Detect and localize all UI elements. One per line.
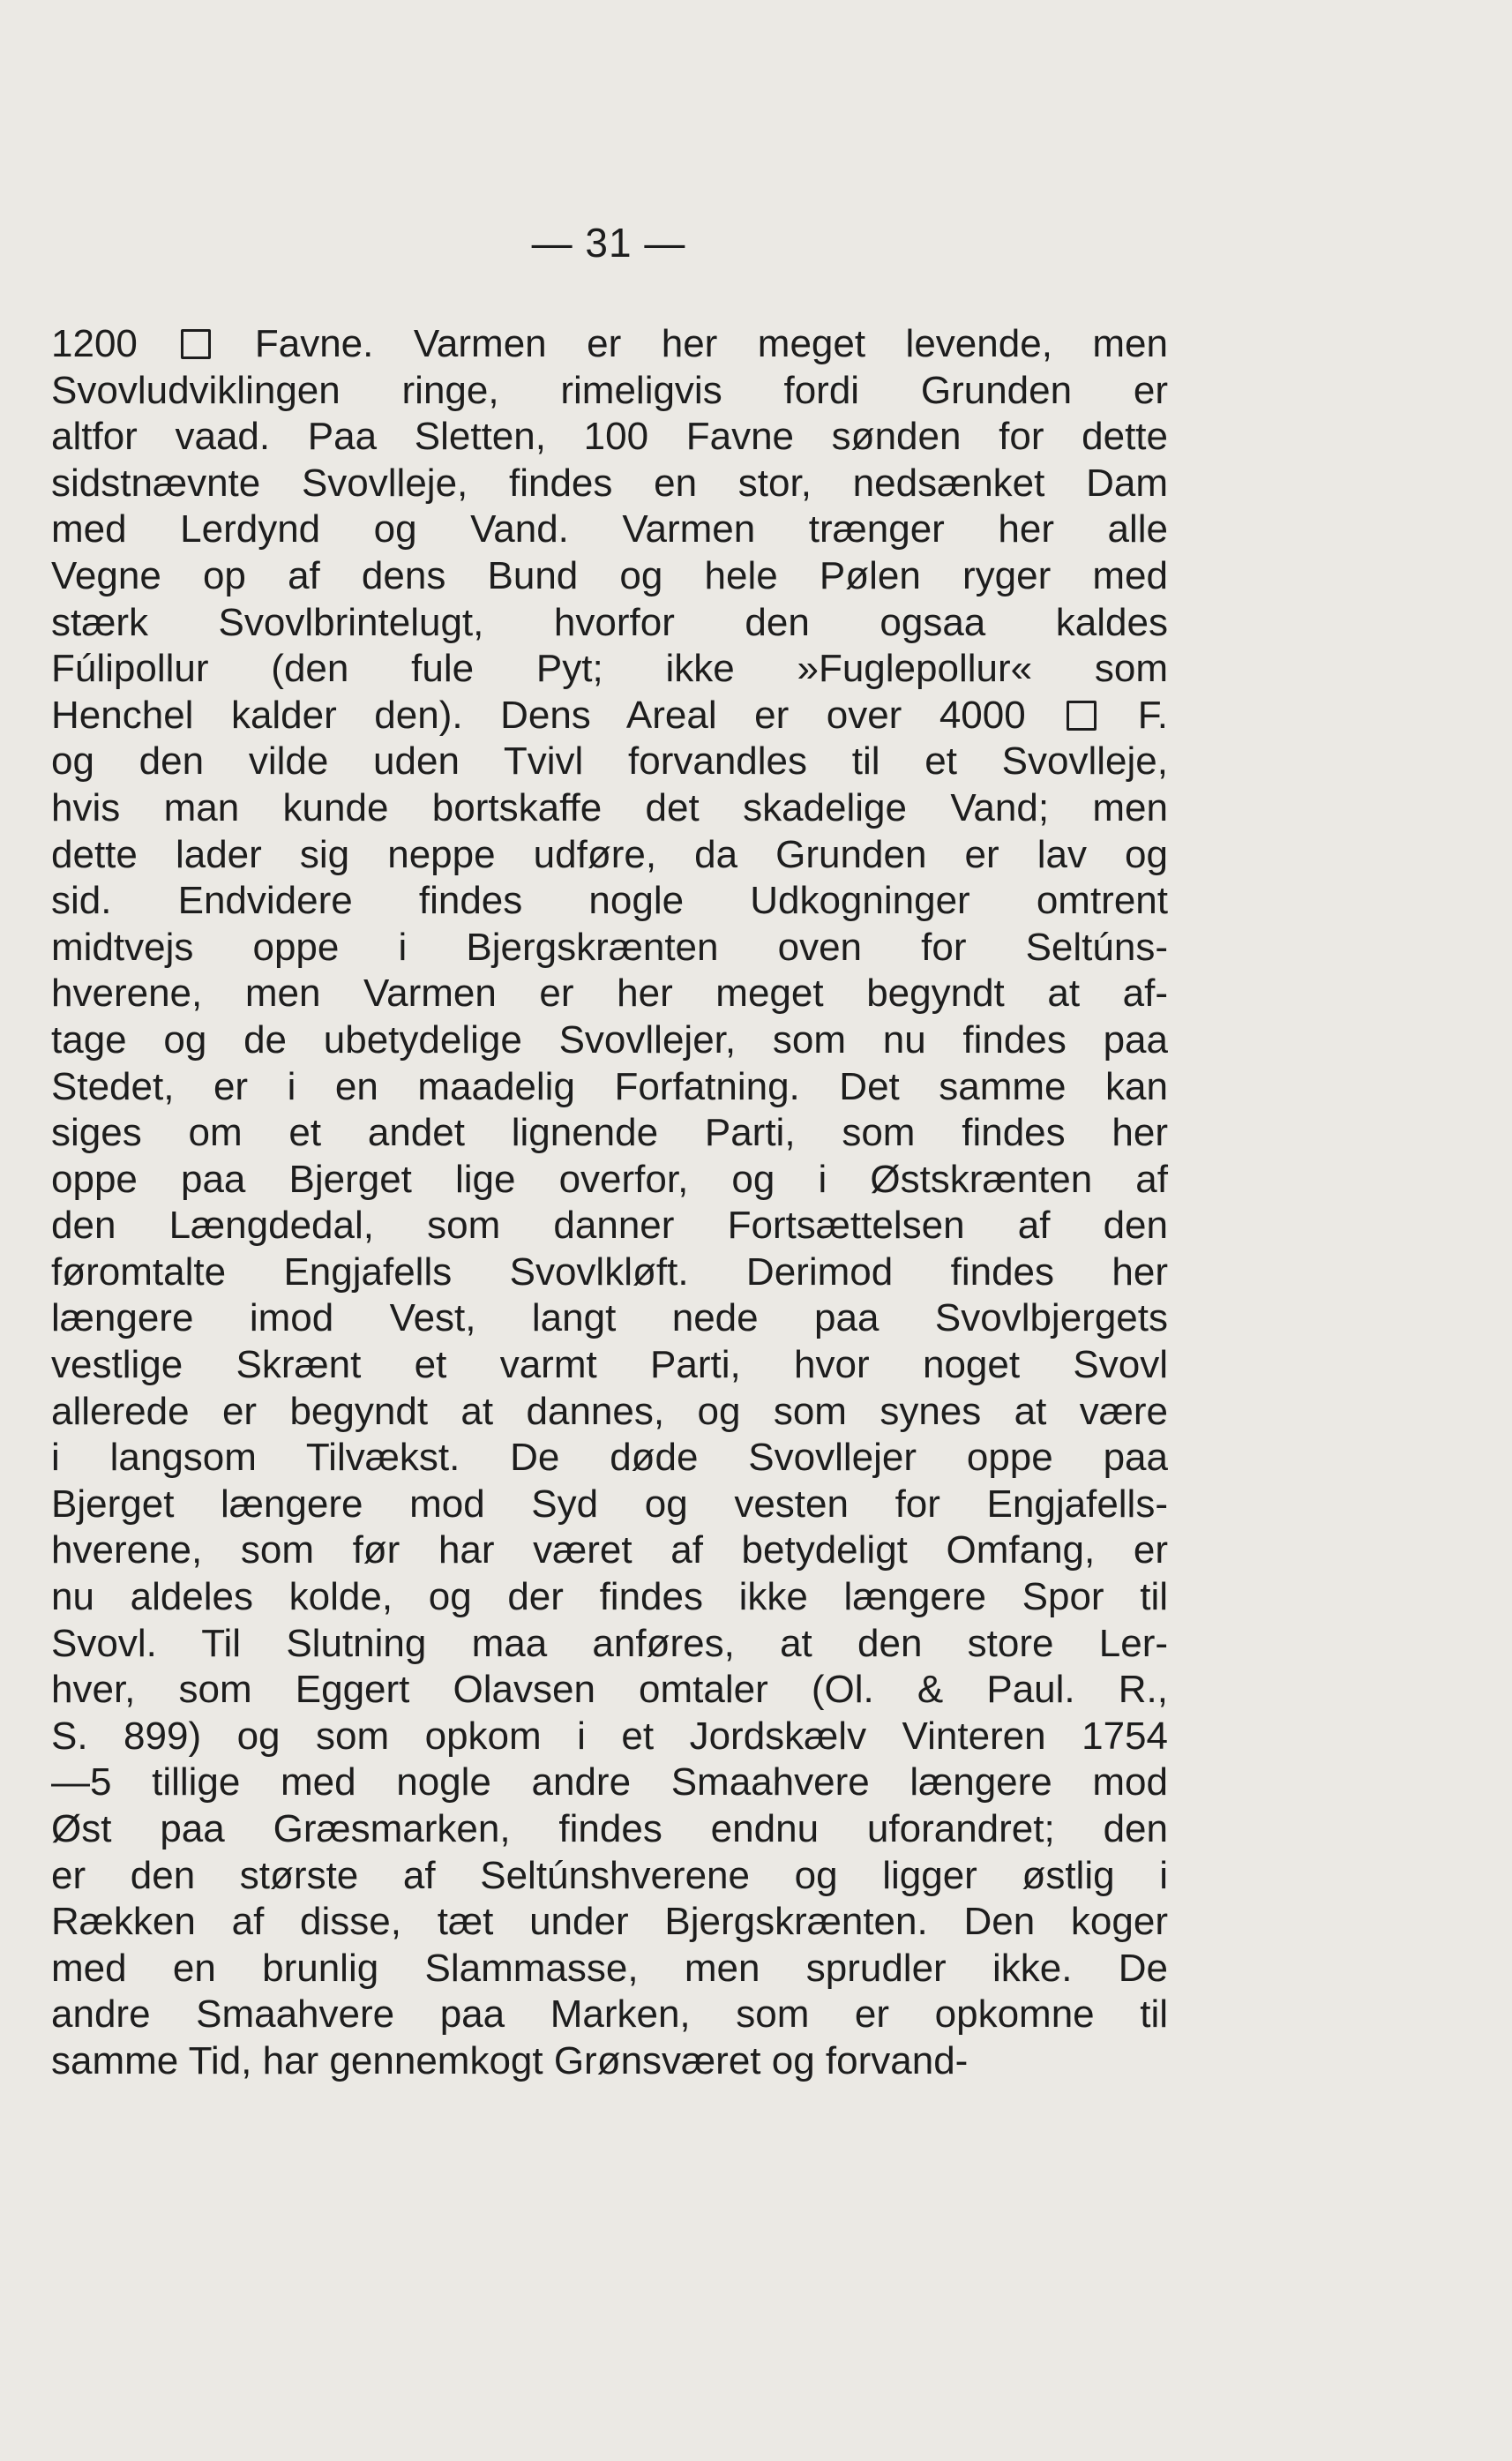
text-line xyxy=(51,1946,1168,1992)
line-text: er den største af Seltúnshverene og ligger østlig i xyxy=(51,1853,1168,1897)
text-line xyxy=(51,414,1168,461)
page-number: — 31 — xyxy=(531,220,686,266)
text-line xyxy=(51,1992,1168,2038)
text-line xyxy=(51,368,1168,415)
line-text: sidstnævnte Svovlleje, findes en stor, nedsænket Dam xyxy=(51,461,1168,505)
line-text: Øst paa Græsmarken, findes endnu uforandret; den xyxy=(51,1807,1168,1850)
line-text: Vegne op af dens Bund og hele Pølen ryger med xyxy=(51,553,1168,597)
line-text: hver, som Eggert Olavsen omtaler (Ol. & Paul. R., xyxy=(51,1668,1168,1712)
text-line xyxy=(51,1249,1168,1296)
text-line xyxy=(51,321,1168,368)
text-line xyxy=(51,1527,1168,1574)
text-line xyxy=(51,506,1168,553)
line-text: sid. Endvidere findes nogle Udkogninger omtrent xyxy=(51,879,1168,923)
text-line xyxy=(51,878,1168,925)
text-line xyxy=(51,1621,1168,1668)
line-text: hverene, men Varmen er her meget begyndt at af- xyxy=(51,972,1168,1016)
text-line xyxy=(51,1064,1168,1111)
text-line xyxy=(51,1853,1168,1900)
line-text: andre Smaahvere paa Marken, som er opkomne til xyxy=(51,1992,1168,2037)
line-text: Svovl. Til Slutning maa anføres, at den store Ler- xyxy=(51,1621,1168,1665)
text-line xyxy=(51,1806,1168,1853)
line-text: i langsom Tilvækst. De døde Svovllejer oppe paa xyxy=(51,1436,1168,1480)
text-line xyxy=(51,971,1168,1017)
text-line xyxy=(51,553,1168,600)
square-unit-icon xyxy=(181,329,211,359)
line-text: dette lader sig neppe udføre, da Grunden er lav og xyxy=(51,832,1168,876)
line-text: midtvejs oppe i Bjergskrænten oven for Seltúns- xyxy=(51,925,1168,969)
text-line xyxy=(51,1203,1168,1249)
line-text: hverene, som før har været af betydeligt Omfang, er xyxy=(51,1528,1168,1572)
text-line xyxy=(51,1295,1168,1342)
line-text: nu aldeles kolde, og der findes ikke længere Spor til xyxy=(51,1575,1168,1619)
text-line xyxy=(51,1342,1168,1389)
text-line xyxy=(51,1482,1168,1528)
line-text: —5 tillige med nogle andre Smaahvere længere mod xyxy=(51,1760,1168,1804)
line-text: altfor vaad. Paa Sletten, 100 Favne sønden for dette xyxy=(51,415,1168,459)
line-text: siges om et andet lignende Parti, som findes her xyxy=(51,1111,1168,1155)
text-line xyxy=(51,1389,1168,1436)
text-line xyxy=(51,832,1168,879)
line-text: længere imod Vest, langt nede paa Svovlbjergets xyxy=(51,1296,1168,1340)
line-text: tage og de ubetydelige Svovllejer, som nu findes paa xyxy=(51,1017,1168,1062)
line-text: vestlige Skrænt et varmt Parti, hvor noget Svovl xyxy=(51,1343,1168,1387)
text-line xyxy=(51,1017,1168,1064)
line-text: og den vilde uden Tvivl forvandles til et Svovlleje, xyxy=(51,739,1168,784)
text-line xyxy=(51,739,1168,785)
square-unit-icon xyxy=(1067,701,1097,731)
line-text: Svovludviklingen ringe, rimeligvis fordi Grunden er xyxy=(51,368,1168,412)
text-line xyxy=(51,693,1168,739)
text-line xyxy=(51,1714,1168,1760)
line-text: Fúlipollur (den fule Pyt; ikke »Fuglepollur« som xyxy=(51,647,1168,691)
line-text: med Lerdynd og Vand. Varmen trænger her alle xyxy=(51,507,1168,551)
text-line xyxy=(51,1435,1168,1482)
line-text: den Længdedal, som danner Fortsættelsen af den xyxy=(51,1204,1168,1248)
text-line xyxy=(51,1899,1168,1946)
text-line xyxy=(51,461,1168,507)
line-text: Bjerget længere mod Syd og vesten for Engjafells- xyxy=(51,1482,1168,1526)
line-text: Henchel kalder den). Dens Areal er over 4000 xyxy=(51,693,1026,737)
text-line xyxy=(51,1110,1168,1157)
text-line xyxy=(51,785,1168,832)
text-line xyxy=(51,925,1168,972)
text-line xyxy=(51,600,1168,647)
line-text: samme Tid, har gennemkogt Grønsværet og forvand- xyxy=(51,2038,969,2082)
line-text: stærk Svovlbrintelugt, hvorfor den ogsaa kaldes xyxy=(51,600,1168,644)
line-text: Rækken af disse, tæt under Bjergskrænten. Den koger xyxy=(51,1900,1168,1944)
line-text: allerede er begyndt at dannes, og som synes at være xyxy=(51,1389,1168,1433)
line-text-continued: Favne. Varmen er her meget levende, men xyxy=(254,322,1168,365)
line-text: føromtalte Engjafells Svovlkløft. Derimod findes her xyxy=(51,1249,1168,1294)
text-line xyxy=(51,1759,1168,1806)
body-text xyxy=(51,321,1168,2085)
line-text: hvis man kunde bortskaffe det skadelige Vand; men xyxy=(51,785,1168,829)
line-text: med en brunlig Slammasse, men sprudler ikke. De xyxy=(51,1946,1168,1990)
text-line xyxy=(51,1667,1168,1714)
text-line xyxy=(51,2038,1168,2085)
line-text: 1200 xyxy=(51,322,138,365)
line-text: Stedet, er i en maadelig Forfatning. Det samme kan xyxy=(51,1064,1168,1108)
line-text-continued: F. xyxy=(1137,693,1168,737)
text-line xyxy=(51,1574,1168,1621)
text-line xyxy=(51,646,1168,693)
text-line xyxy=(51,1157,1168,1204)
line-text: oppe paa Bjerget lige overfor, og i Østskrænten af xyxy=(51,1157,1168,1201)
line-text: S. 899) og som opkom i et Jordskælv Vinteren 1754 xyxy=(51,1714,1168,1758)
